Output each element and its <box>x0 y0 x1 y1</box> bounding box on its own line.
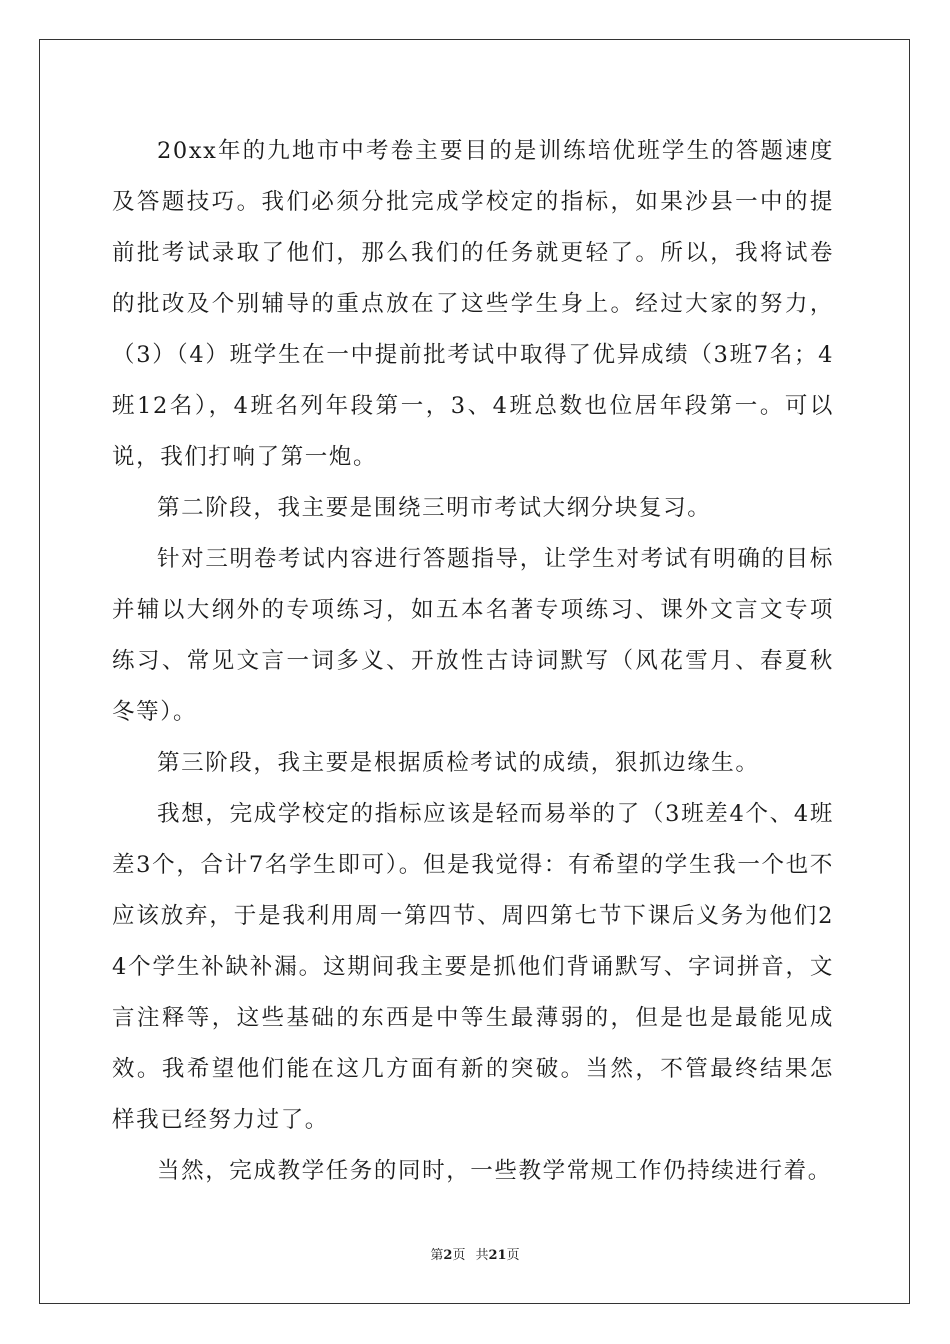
paragraph-2: 第二阶段，我主要是围绕三明市考试大纲分块复习。 <box>157 495 712 521</box>
paragraph-5: 我想，完成学校定的指标应该是轻而易举的了（3班差4个、4班差3个，合计7名学生即可）。但是我觉得：有希望的学生我一个也不应该放弃，于是我利用周一第四节、周四第七节下课后义务为他们24个学生补缺补漏。这期间我主要是抓他们背诵默写、字词拼音，文言注释等，这些基础的东西是中等生最薄弱的，但是也是最能见成效。我希望他们能在这几方面有新的突破。当然，不管最终结果怎样我已经努力过了。 <box>112 801 834 1133</box>
page-number: 第2页 <box>430 1248 466 1263</box>
paragraph-3: 针对三明卷考试内容进行答题指导，让学生对考试有明确的目标并辅以大纲外的专项练习，如五本名著专项练习、课外文言文专项练习、常见文言一词多义、开放性古诗词默写（风花雪月、春夏秋冬等）。 <box>112 546 834 725</box>
document-body <box>112 126 834 1197</box>
paragraph-1: 20xx年的九地市中考卷主要目的是训练培优班学生的答题速度及答题技巧。我们必须分批完成学校定的指标，如果沙县一中的提前批考试录取了他们，那么我们的任务就更轻了。所以，我将试卷的批改及个别辅导的重点放在了这些学生身上。经过大家的努力，（3）（4）班学生在一中提前批考试中取得了优异成绩（3班7名；4班12名），4班名列年段第一，3、4班总数也位居年段第一。可以说，我们打响了第一炮。 <box>112 138 834 470</box>
paragraph-6: 当然，完成教学任务的同时，一些教学常规工作仍持续进行着。 <box>157 1158 832 1184</box>
paragraph-4: 第三阶段，我主要是根据质检考试的成绩，狠抓边缘生。 <box>157 750 760 776</box>
total-pages: 共21页 <box>475 1248 520 1263</box>
page-footer <box>0 1246 950 1266</box>
